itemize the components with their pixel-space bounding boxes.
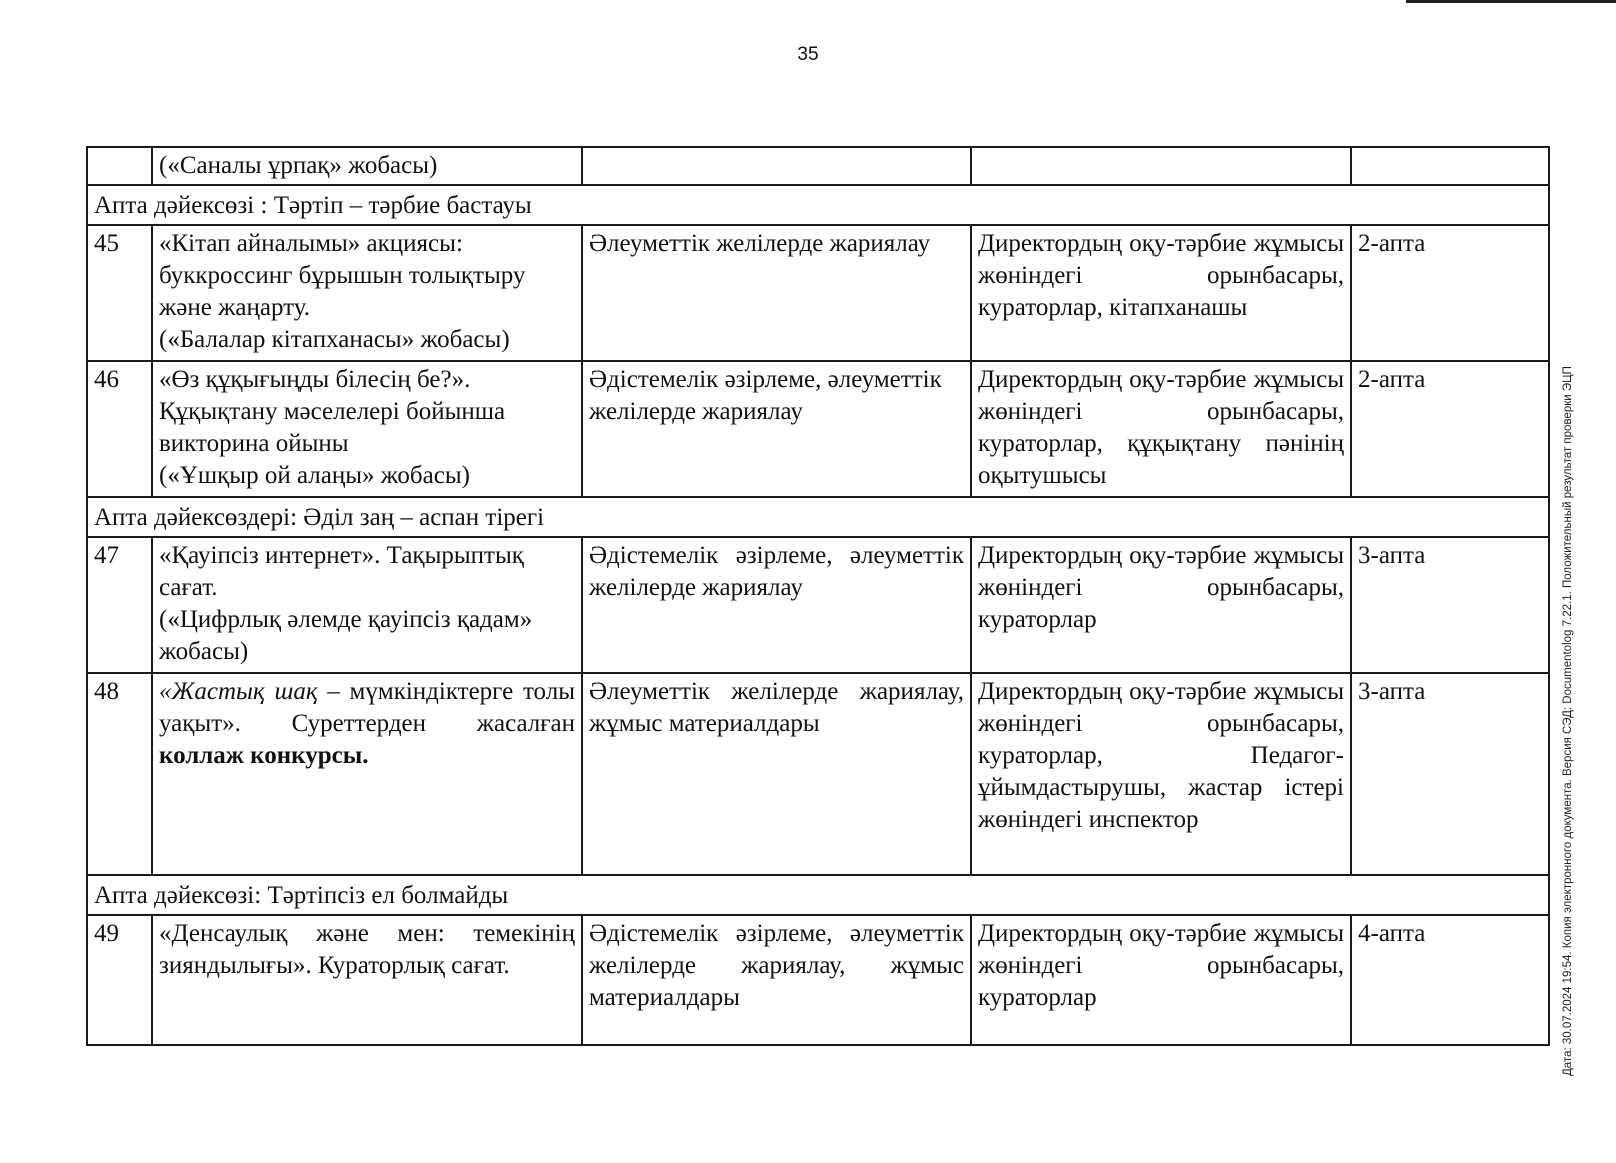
e-document-stamp: Дата: 30.07.2024 19:54. Копия электронного документа. Версия СЭД: Documentolog 7.22.1. Положительный результат проверки ЭЦП [1562, 366, 1574, 1076]
time-cell: 3-апта [1351, 673, 1549, 875]
event-text: «Қауіпсіз интернет». Тақырыптық сағат. [159, 542, 524, 601]
event-cell: («Саналы ұрпақ» жобасы) [152, 147, 582, 185]
table-row [87, 361, 1549, 497]
event-text: мүмкіндіктерге толы уақыт». Суреттерден жасалған [159, 678, 575, 737]
responsible-cell: Директордың оқу-тәрбие жұмысы жөніндегі орынбасары, кураторлар, құқықтану пәнінің оқытушысы [971, 361, 1351, 497]
event-project: («Ұшқыр ой алаңы» жобасы) [159, 462, 470, 489]
number-cell: 46 [87, 361, 152, 497]
event-cell [152, 537, 582, 673]
event-italic-text: «Жастық шақ – [159, 678, 340, 705]
time-cell: 2-апта [1351, 361, 1549, 497]
table-row [87, 915, 1549, 1045]
responsible-cell [971, 147, 1351, 185]
event-text: «Өз құқығыңды білесің бе?». Құқықтану мәселелері бойынша викторина ойыны [159, 366, 506, 457]
event-project: («Балалар кітапханасы» жобасы) [159, 326, 510, 353]
week-quote-row [87, 875, 1549, 915]
event-cell: «Денсаулық және мен: темекінің зияндылығы». Кураторлық сағат. [152, 915, 582, 1045]
responsible-cell: Директордың оқу-тәрбие жұмысы жөніндегі орынбасары, кураторлар, кітапханашы [971, 225, 1351, 361]
event-cell [152, 361, 582, 497]
time-cell [1351, 147, 1549, 185]
top-edge-rule [1406, 0, 1616, 3]
form-cell: Әдістемелік әзірлеме, әлеуметтік желілерде жариялау [582, 361, 971, 497]
event-cell [152, 225, 582, 361]
event-text: «Кітап айналымы» акциясы: буккроссинг бұрышын толықтыру және жаңарту. [159, 230, 526, 321]
form-cell: Әлеуметтік желілерде жариялау [582, 225, 971, 361]
responsible-cell: Директордың оқу-тәрбие жұмысы жөніндегі орынбасары, кураторлар [971, 915, 1351, 1045]
page-number: 35 [797, 44, 819, 65]
number-cell [87, 147, 152, 185]
time-cell: 3-апта [1351, 537, 1549, 673]
responsible-cell: Директордың оқу-тәрбие жұмысы жөніндегі орынбасары, кураторлар, Педагог-ұйымдастырушы, жастар істері жөніндегі инспектор [971, 673, 1351, 875]
time-cell: 2-апта [1351, 225, 1549, 361]
week-quote: Апта дәйексөзі : Тәртіп – тәрбие бастауы [87, 185, 1549, 225]
table-row [87, 147, 1549, 185]
plan-table [86, 146, 1550, 1046]
table-row [87, 537, 1549, 673]
week-quote: Апта дәйексөздері: Әділ заң – аспан тірегі [87, 497, 1549, 537]
event-project: («Цифрлық әлемде қауіпсіз қадам» жобасы) [159, 606, 533, 665]
week-quote-row [87, 185, 1549, 225]
number-cell: 45 [87, 225, 152, 361]
time-cell: 4-апта [1351, 915, 1549, 1045]
form-cell: Әдістемелік әзірлеме, әлеуметтік желілерде жариялау, жұмыс материалдары [582, 915, 971, 1045]
responsible-cell: Директордың оқу-тәрбие жұмысы жөніндегі орынбасары, кураторлар [971, 537, 1351, 673]
event-cell [152, 673, 582, 875]
event-bold-text: коллаж конкурсы. [159, 742, 369, 769]
number-cell: 49 [87, 915, 152, 1045]
week-quote-row [87, 497, 1549, 537]
form-cell: Әдістемелік әзірлеме, әлеуметтік желілерде жариялау [582, 537, 971, 673]
form-cell [582, 147, 971, 185]
form-cell: Әлеуметтік желілерде жариялау, жұмыс материалдары [582, 673, 971, 875]
number-cell: 47 [87, 537, 152, 673]
number-cell: 48 [87, 673, 152, 875]
table-row [87, 673, 1549, 875]
week-quote: Апта дәйексөзі: Тәртіпсіз ел болмайды [87, 875, 1549, 915]
table-row [87, 225, 1549, 361]
